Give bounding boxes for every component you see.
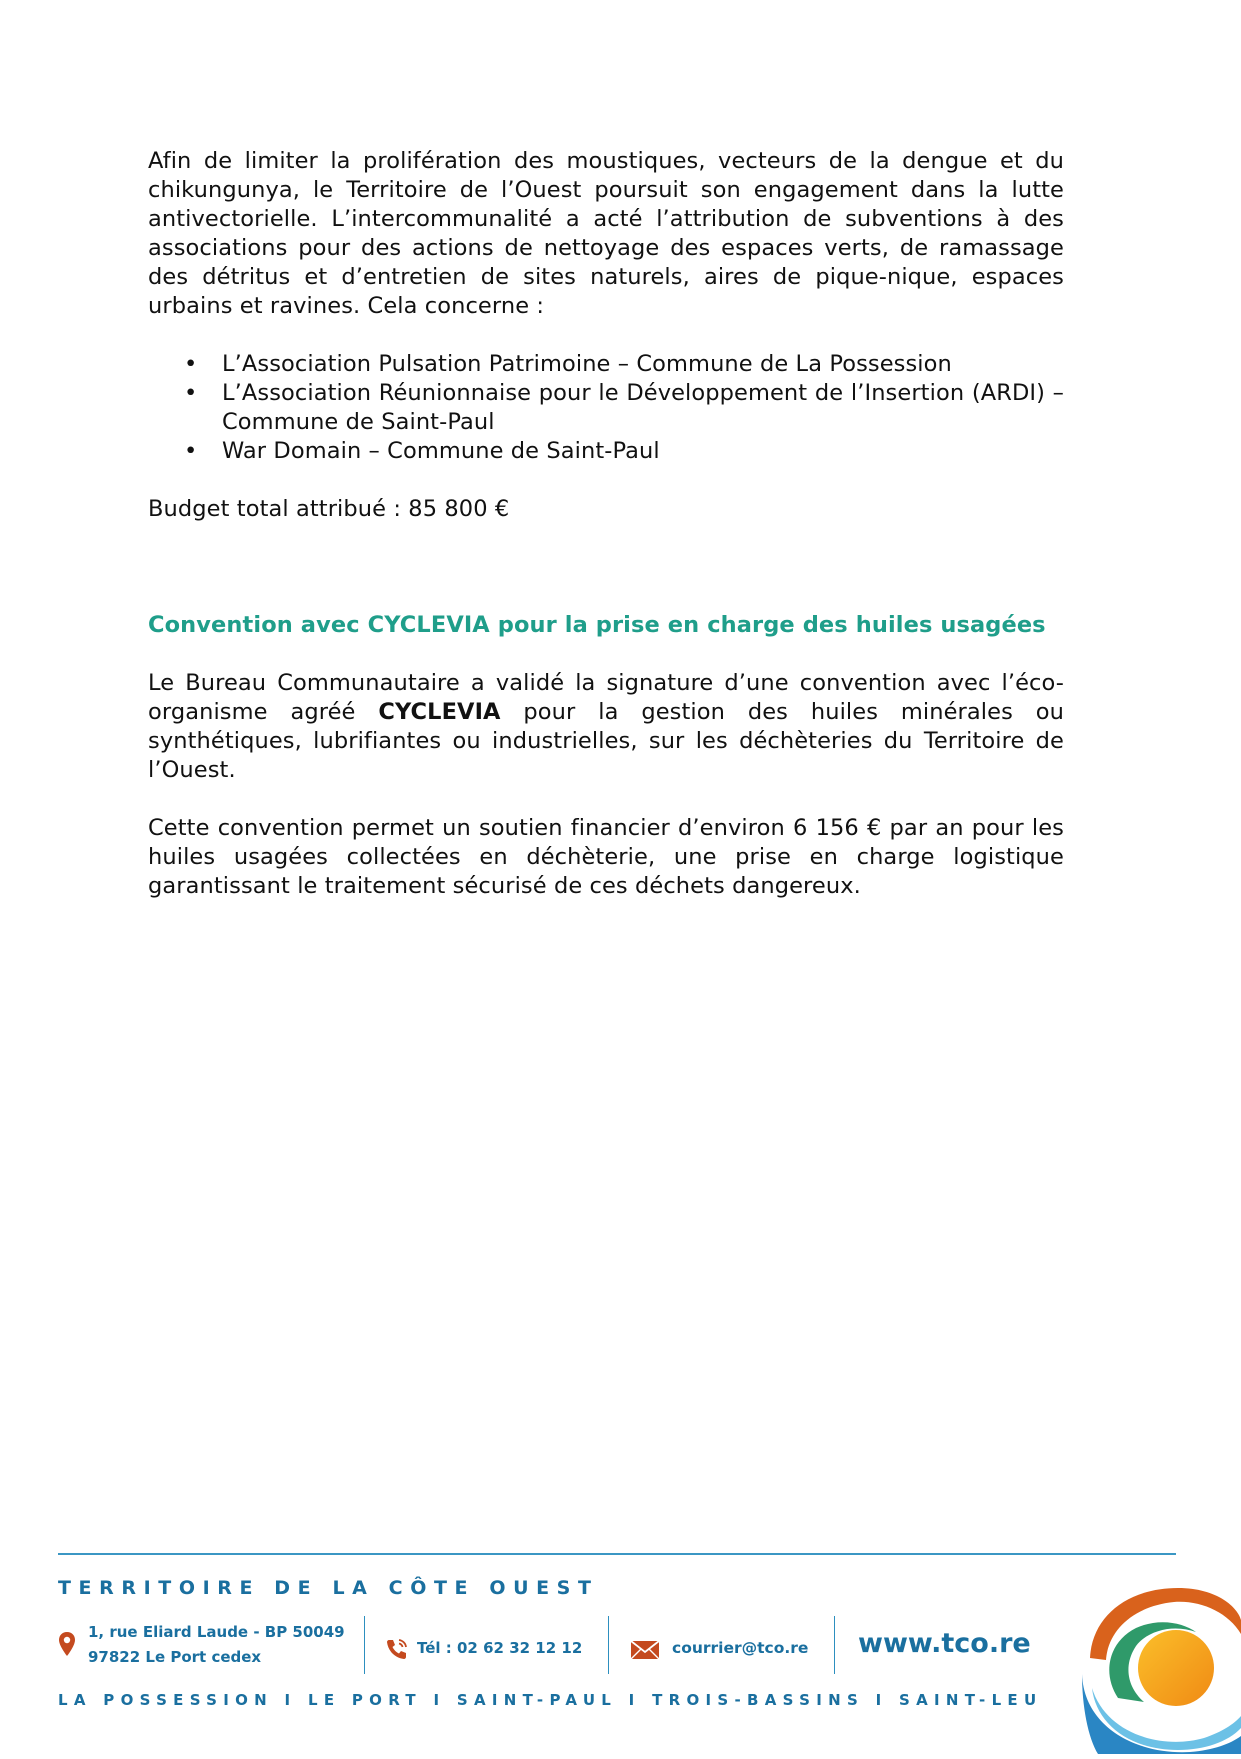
address-line-2: 97822 Le Port cedex	[88, 1648, 262, 1666]
envelope-icon	[630, 1640, 660, 1664]
footer-divider	[58, 1553, 1176, 1555]
email-address: courrier@tco.re	[672, 1639, 809, 1657]
association-list	[148, 350, 1064, 466]
section-heading: Convention avec CYCLEVIA pour la prise en charge des huiles usagées	[148, 612, 1046, 638]
intro-paragraph: Afin de limiter la prolifération des moustiques, vecteurs de la dengue et du chikungunya, le Territoire de l’Ouest poursuit son engagement dans la lutte antivectorielle. L’intercommunalité a acté l’attribution de subventions à des associations pour des actions de nettoyage des espaces verts, de ramassage des détritus et d’entretien de sites naturels, aires de pique-nique, espaces urbains et ravines. Cela concerne :	[148, 148, 1064, 319]
footer-email[interactable]	[630, 1620, 830, 1678]
list-item: • War Domain – Commune de Saint-Paul	[222, 437, 1064, 466]
phone-number: Tél : 02 62 32 12 12	[417, 1639, 583, 1657]
list-item: • L’Association Réunionnaise pour le Développement de l’Insertion (ARDI) – Commune de Saint-Paul	[222, 379, 1064, 437]
location-pin-icon	[58, 1631, 76, 1661]
cyclevia-name: CYCLEVIA	[378, 699, 501, 725]
document-body	[148, 147, 1064, 901]
phone-icon	[385, 1638, 409, 1664]
convention-text-end: pour la gestion des huiles minérales ou synthétiques, lubrifiantes ou industrielles, sur les déchèteries du Territoire de l’Ouest.	[148, 699, 1065, 783]
convention-paragraph-1	[148, 669, 1064, 785]
list-item: • L’Association Pulsation Patrimoine – Commune de La Possession	[222, 350, 1064, 379]
tco-logo	[1078, 1578, 1241, 1759]
website-link[interactable]: www.tco.re	[858, 1628, 1031, 1659]
convention-text-start: Le Bureau Communautaire a validé la signature d’une convention avec l’éco-organisme agréé	[148, 670, 1064, 725]
footer-separator	[834, 1616, 835, 1674]
footer-title: TERRITOIRE DE LA CÔTE OUEST	[58, 1577, 599, 1599]
footer-separator	[364, 1616, 365, 1674]
footer-separator	[608, 1616, 609, 1674]
footer-phone[interactable]	[385, 1620, 585, 1678]
convention-paragraph-2: Cette convention permet un soutien financier d’environ 6 156 € par an pour les huiles usagées collectées en déchèterie, une prise en charge logistique garantissant le traitement sécurisé de ces déchets dangereux.	[148, 815, 1064, 899]
footer-address	[58, 1620, 358, 1678]
budget-line: Budget total attribué : 85 800 €	[148, 496, 510, 522]
address-line-1: 1, rue Eliard Laude - BP 50049	[88, 1623, 345, 1641]
communes-list: LA POSSESSION I LE PORT I SAINT-PAUL I TROIS-BASSINS I SAINT-LEU	[58, 1691, 1043, 1709]
